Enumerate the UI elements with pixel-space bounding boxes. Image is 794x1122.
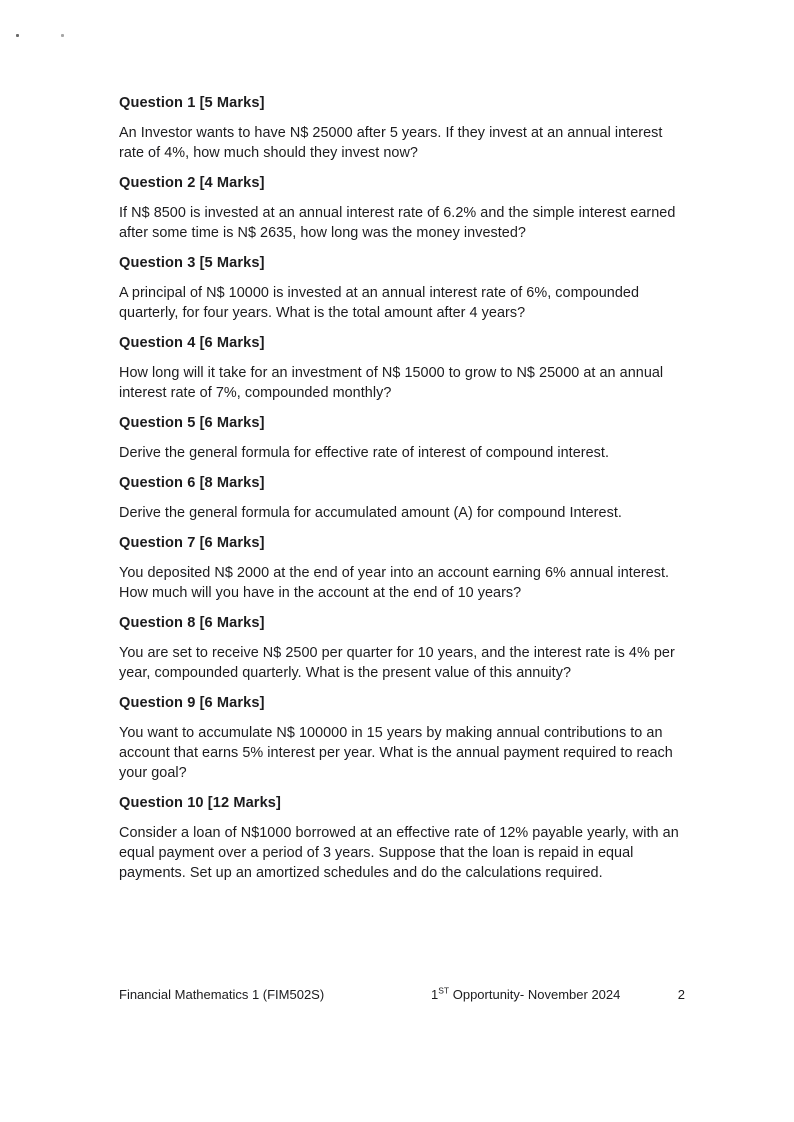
question-block xyxy=(119,473,687,523)
question-text: You want to accumulate N$ 100000 in 15 years by making annual contributions to an account that earns 5% interest per year. What is the annual payment required to reach your goal? xyxy=(119,725,673,781)
question-text: If N$ 8500 is invested at an annual interest rate of 6.2% and the simple interest earned after some time is N$ 2635, how long was the money invested? xyxy=(119,205,676,241)
question-block xyxy=(119,253,687,323)
scan-artifact-dot xyxy=(61,34,64,37)
question-text: How long will it take for an investment of N$ 15000 to grow to N$ 25000 at an annual interest rate of 7%, compounded monthly? xyxy=(119,365,664,401)
footer-opportunity-number: 1 xyxy=(431,987,439,1002)
footer-course-code: Financial Mathematics 1 (FIM502S) xyxy=(119,987,325,1002)
question-heading: Question 8 [6 Marks] xyxy=(119,615,265,631)
question-block xyxy=(119,93,687,163)
footer-opportunity-text: Opportunity- November 2024 xyxy=(449,987,621,1002)
question-heading: Question 6 [8 Marks] xyxy=(119,475,265,491)
question-text: A principal of N$ 10000 is invested at an annual interest rate of 6%, compounded quarterly, for four years. What is the total amount after 4 years? xyxy=(119,285,639,321)
question-heading: Question 3 [5 Marks] xyxy=(119,255,265,271)
question-block xyxy=(119,413,687,463)
question-heading: Question 10 [12 Marks] xyxy=(119,795,281,811)
question-text: Consider a loan of N$1000 borrowed at an effective rate of 12% payable yearly, with an equal payment over a period of 3 years. Suppose that the loan is repaid in equal payments. Set up an amortized schedules and do the calculations required. xyxy=(119,825,679,881)
footer-page-number: 2 xyxy=(677,987,685,1002)
question-heading: Question 4 [6 Marks] xyxy=(119,335,265,351)
question-heading: Question 2 [4 Marks] xyxy=(119,175,265,191)
question-text: Derive the general formula for accumulated amount (A) for compound Interest. xyxy=(119,505,622,521)
question-block xyxy=(119,533,687,603)
question-block xyxy=(119,693,687,783)
question-list xyxy=(119,93,687,893)
page-footer xyxy=(119,986,687,1004)
question-heading: Question 1 [5 Marks] xyxy=(119,95,265,111)
question-text: Derive the general formula for effective rate of interest of compound interest. xyxy=(119,445,610,461)
scan-artifact-dot xyxy=(16,34,19,37)
question-heading: Question 7 [6 Marks] xyxy=(119,535,265,551)
question-block xyxy=(119,173,687,243)
footer-opportunity-ordinal: ST xyxy=(438,985,450,996)
question-block xyxy=(119,333,687,403)
question-text: An Investor wants to have N$ 25000 after 5 years. If they invest at an annual interest rate of 4%, how much should they invest now? xyxy=(119,125,663,161)
question-heading: Question 5 [6 Marks] xyxy=(119,415,265,431)
question-text: You deposited N$ 2000 at the end of year into an account earning 6% annual interest. How much will you have in the account at the end of 10 years? xyxy=(119,565,670,601)
question-heading: Question 9 [6 Marks] xyxy=(119,695,265,711)
question-block xyxy=(119,613,687,683)
question-block xyxy=(119,793,687,883)
footer-opportunity xyxy=(431,986,620,1004)
question-text: You are set to receive N$ 2500 per quarter for 10 years, and the interest rate is 4% per year, compounded quarterly. What is the present value of this annuity? xyxy=(119,645,675,681)
